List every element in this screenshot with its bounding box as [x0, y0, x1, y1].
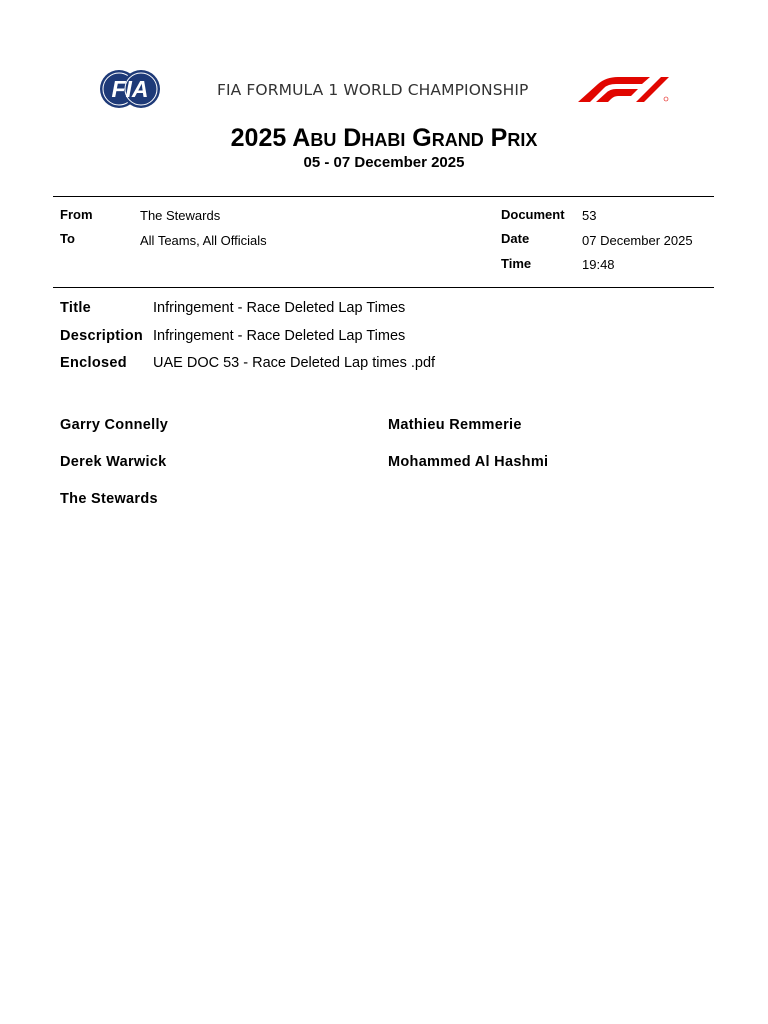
- fia-logo: [98, 68, 162, 110]
- description-value: Infringement - Race Deleted Lap Times: [153, 328, 406, 344]
- date-label: Date: [501, 231, 530, 246]
- fia-logo-text: FIA: [111, 76, 149, 102]
- to-label: To: [60, 231, 75, 246]
- event-dates: 05 - 07 December 2025: [303, 154, 465, 171]
- signature-name: Garry Connelly: [60, 417, 169, 433]
- title-value: Infringement - Race Deleted Lap Times: [153, 300, 406, 316]
- date-value: 07 December 2025: [582, 233, 693, 248]
- championship-title: FIA FORMULA 1 WORLD CHAMPIONSHIP: [217, 81, 529, 99]
- signature-name: Derek Warwick: [60, 454, 167, 470]
- signature-block-title: The Stewards: [60, 491, 158, 507]
- time-label: Time: [501, 256, 532, 271]
- document-label: Document: [501, 207, 565, 222]
- event-title: 2025 Abu Dhabi Grand Prix: [230, 124, 538, 152]
- enclosed-value: UAE DOC 53 - Race Deleted Lap times .pdf: [153, 355, 436, 371]
- from-label: From: [60, 207, 93, 222]
- document-header: [0, 60, 768, 120]
- signature-name: Mathieu Remmerie: [388, 417, 522, 433]
- f1-logo: [576, 77, 670, 102]
- divider-bottom: [53, 287, 714, 288]
- document-value: 53: [582, 208, 597, 223]
- enclosed-label: Enclosed: [60, 355, 127, 371]
- signature-name: Mohammed Al Hashmi: [388, 454, 549, 470]
- divider-top: [53, 196, 714, 197]
- time-value: 19:48: [582, 257, 615, 272]
- from-value: The Stewards: [140, 208, 221, 223]
- title-label: Title: [60, 300, 92, 316]
- to-value: All Teams, All Officials: [140, 233, 267, 248]
- description-label: Description: [60, 328, 144, 344]
